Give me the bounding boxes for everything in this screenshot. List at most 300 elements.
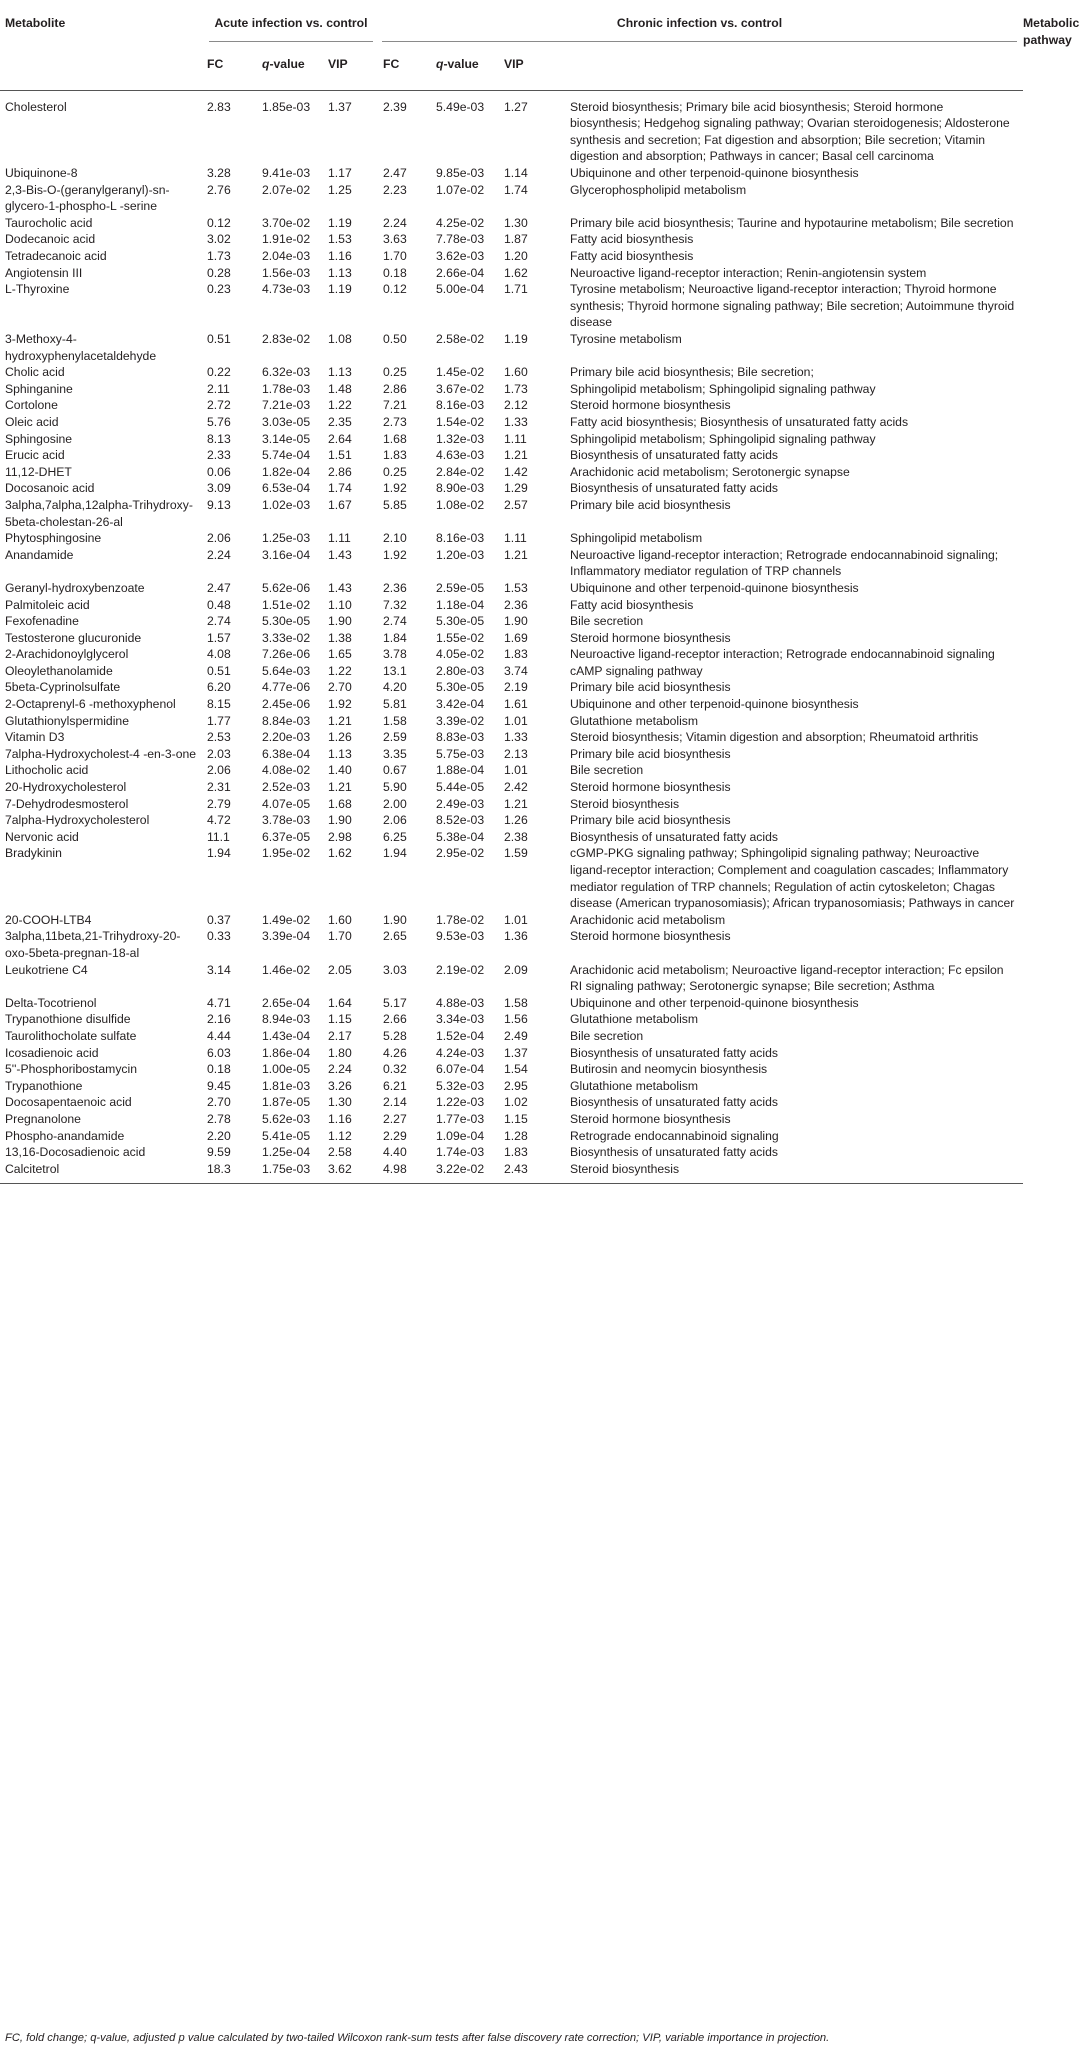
chronic-fc-cell: 2.14 bbox=[383, 1095, 407, 1110]
table-row bbox=[0, 265, 1023, 282]
chronic-vip-cell: 1.42 bbox=[504, 464, 528, 479]
metabolic-pathway-cell: Biosynthesis of unsaturated fatty acids bbox=[570, 1145, 778, 1160]
acute-fc-cell: 8.13 bbox=[207, 431, 231, 446]
metabolic-pathway-cell: Tyrosine metabolism; Neuroactive ligand-receptor interaction; Thyroid hormone synthesis; Thyroid hormone signaling pathway; Bile secretion; Autoimmune thyroid disease bbox=[570, 282, 1015, 330]
chronic-q-value-cell: 4.05e-02 bbox=[436, 647, 485, 662]
metabolic-pathway-cell: Arachidonic acid metabolism; Serotonergic synapse bbox=[570, 464, 850, 479]
header-chronic-q-letter: q bbox=[436, 57, 444, 72]
acute-q-value-cell: 1.82e-04 bbox=[262, 464, 311, 479]
acute-vip-cell: 1.51 bbox=[328, 448, 352, 463]
acute-vip-cell: 2.24 bbox=[328, 1062, 352, 1077]
acute-fc-cell: 0.33 bbox=[207, 929, 231, 944]
acute-vip-cell: 1.37 bbox=[328, 99, 352, 114]
chronic-fc-cell: 7.21 bbox=[383, 398, 407, 413]
metabolic-pathway-cell: Primary bile acid biosynthesis; Bile secretion; bbox=[570, 365, 814, 380]
chronic-vip-cell: 1.71 bbox=[504, 282, 528, 297]
metabolic-pathway-cell: Primary bile acid biosynthesis; Taurine and hypotaurine metabolism; Bile secretion bbox=[570, 215, 1014, 230]
table-row bbox=[0, 231, 1023, 248]
acute-q-value-cell: 1.86e-04 bbox=[262, 1045, 311, 1060]
acute-fc-cell: 0.51 bbox=[207, 332, 231, 346]
acute-fc-cell: 0.22 bbox=[207, 365, 231, 380]
table-row bbox=[0, 912, 1023, 929]
header-chronic-fc: FC bbox=[379, 48, 432, 90]
metabolite-name-cell: 2,3-Bis-O-(geranylgeranyl)-sn-glycero-1-phospho-L -serine bbox=[5, 182, 170, 214]
metabolic-pathway-cell: Glycerophospholipid metabolism bbox=[570, 182, 747, 197]
acute-q-value-cell: 1.91e-02 bbox=[262, 232, 311, 247]
metabolic-pathway-cell: Biosynthesis of unsaturated fatty acids bbox=[570, 481, 778, 496]
table-row bbox=[0, 431, 1023, 448]
chronic-vip-cell: 1.33 bbox=[504, 414, 528, 429]
acute-vip-cell: 2.05 bbox=[328, 962, 352, 977]
chronic-q-value-cell: 1.18e-04 bbox=[436, 597, 485, 612]
acute-vip-cell: 1.25 bbox=[328, 182, 352, 197]
chronic-fc-cell: 0.12 bbox=[383, 282, 407, 297]
chronic-q-value-cell: 1.55e-02 bbox=[436, 630, 485, 645]
metabolic-pathway-cell: Primary bile acid biosynthesis bbox=[570, 813, 731, 828]
metabolite-name-cell: 13,16-Docosadienoic acid bbox=[5, 1145, 146, 1160]
metabolite-name-cell: Taurolithocholate sulfate bbox=[5, 1028, 137, 1043]
acute-fc-cell: 2.83 bbox=[207, 99, 231, 114]
chronic-vip-cell: 1.01 bbox=[504, 912, 528, 927]
acute-q-value-cell: 1.78e-03 bbox=[262, 381, 311, 396]
metabolite-name-cell: Cholesterol bbox=[5, 99, 67, 114]
acute-vip-cell: 1.53 bbox=[328, 232, 352, 247]
acute-vip-cell: 1.26 bbox=[328, 730, 352, 745]
acute-vip-cell: 1.30 bbox=[328, 1095, 352, 1110]
acute-q-value-cell: 2.07e-02 bbox=[262, 182, 311, 197]
chronic-vip-cell: 1.33 bbox=[504, 730, 528, 745]
acute-q-value-cell: 8.84e-03 bbox=[262, 713, 311, 728]
chronic-vip-cell: 1.54 bbox=[504, 1062, 528, 1077]
acute-fc-cell: 9.45 bbox=[207, 1078, 231, 1093]
acute-q-value-cell: 1.87e-05 bbox=[262, 1095, 311, 1110]
acute-fc-cell: 9.13 bbox=[207, 497, 231, 512]
chronic-fc-cell: 4.26 bbox=[383, 1045, 407, 1060]
metabolic-pathway-cell: Arachidonic acid metabolism; Neuroactive ligand-receptor interaction; Fc epsilon RI signaling pathway; Serotonergic synapse; Bile secretion; Asthma bbox=[570, 962, 1004, 994]
acute-q-value-cell: 3.39e-04 bbox=[262, 929, 311, 944]
metabolic-pathway-cell: Glutathione metabolism bbox=[570, 1078, 699, 1093]
acute-vip-cell: 1.43 bbox=[328, 547, 352, 562]
metabolite-name-cell: Trypanothione bbox=[5, 1078, 83, 1093]
metabolic-pathway-cell: Ubiquinone and other terpenoid-quinone biosynthesis bbox=[570, 697, 859, 712]
chronic-vip-cell: 1.61 bbox=[504, 697, 528, 712]
acute-fc-cell: 3.02 bbox=[207, 232, 231, 247]
acute-fc-cell: 18.3 bbox=[203, 1161, 258, 1184]
metabolic-pathway-cell: Bile secretion bbox=[570, 614, 644, 629]
acute-q-value-cell: 7.26e-06 bbox=[262, 647, 311, 662]
table-row bbox=[0, 1045, 1023, 1062]
acute-fc-cell: 2.74 bbox=[207, 614, 231, 629]
acute-fc-cell: 2.31 bbox=[207, 780, 231, 795]
metabolite-name-cell: 2-Octaprenyl-6 -methoxyphenol bbox=[5, 697, 176, 712]
acute-vip-cell: 1.68 bbox=[328, 796, 352, 811]
chronic-vip-cell: 2.57 bbox=[504, 497, 528, 512]
metabolite-name-cell: Vitamin D3 bbox=[5, 730, 65, 745]
metabolic-pathway-cell: Neuroactive ligand-receptor interaction; Retrograde endocannabinoid signaling; Inflammatory mediator regulation of TRP channels bbox=[570, 547, 999, 579]
metabolic-pathway-cell: Tyrosine metabolism bbox=[570, 332, 682, 346]
chronic-vip-cell: 2.49 bbox=[504, 1028, 528, 1043]
metabolic-pathway-cell: Biosynthesis of unsaturated fatty acids bbox=[570, 829, 778, 844]
chronic-q-value-cell: 7.78e-03 bbox=[436, 232, 485, 247]
metabolite-name-cell: Lithocholic acid bbox=[5, 763, 89, 778]
acute-q-value-cell: 1.81e-03 bbox=[262, 1078, 311, 1093]
metabolic-pathway-cell: Sphingolipid metabolism bbox=[570, 531, 703, 546]
chronic-q-value-cell: 2.95e-02 bbox=[436, 846, 485, 861]
chronic-vip-cell: 1.30 bbox=[504, 215, 528, 230]
metabolite-name-cell: Testosterone glucuronide bbox=[5, 630, 142, 645]
chronic-vip-cell: 1.37 bbox=[504, 1045, 528, 1060]
acute-fc-cell: 0.51 bbox=[207, 663, 231, 678]
table-row bbox=[0, 480, 1023, 497]
chronic-q-value-cell: 1.32e-03 bbox=[436, 431, 485, 446]
acute-vip-cell: 1.13 bbox=[328, 265, 352, 280]
metabolite-name-cell: 2-Arachidonoylglycerol bbox=[5, 647, 129, 662]
metabolic-pathway-cell: Ubiquinone and other terpenoid-quinone biosynthesis bbox=[570, 995, 859, 1010]
header-acute-fc: FC bbox=[203, 48, 258, 90]
metabolic-pathway-cell: cAMP signaling pathway bbox=[570, 663, 703, 678]
header-row-groups: Metabolite Acute infection vs. control Chronic infection vs. control Metabolic pathway bbox=[0, 0, 1023, 48]
chronic-fc-cell: 1.90 bbox=[383, 912, 407, 927]
chronic-q-value-cell: 3.34e-03 bbox=[436, 1012, 485, 1027]
acute-q-value-cell: 1.25e-03 bbox=[262, 531, 311, 546]
chronic-vip-cell: 3.74 bbox=[504, 663, 528, 678]
acute-fc-cell: 3.14 bbox=[207, 962, 231, 977]
chronic-fc-cell: 6.25 bbox=[383, 829, 407, 844]
acute-fc-cell: 2.24 bbox=[207, 547, 231, 562]
acute-fc-cell: 1.94 bbox=[207, 846, 231, 861]
chronic-fc-cell: 3.78 bbox=[383, 647, 407, 662]
table-row bbox=[0, 713, 1023, 730]
chronic-q-value-cell: 5.49e-03 bbox=[436, 99, 485, 114]
acute-vip-cell: 1.80 bbox=[328, 1045, 352, 1060]
acute-vip-cell: 2.70 bbox=[328, 680, 352, 695]
metabolic-pathway-cell: Glutathione metabolism bbox=[570, 713, 699, 728]
chronic-fc-cell: 2.74 bbox=[383, 614, 407, 629]
table-row bbox=[0, 597, 1023, 614]
chronic-vip-cell: 1.19 bbox=[504, 332, 528, 346]
acute-q-value-cell: 3.33e-02 bbox=[262, 630, 311, 645]
acute-vip-cell: 2.58 bbox=[328, 1145, 352, 1160]
acute-q-value-cell: 4.07e-05 bbox=[262, 796, 311, 811]
acute-q-value-cell: 3.14e-05 bbox=[262, 431, 311, 446]
table-row bbox=[0, 613, 1023, 630]
metabolic-pathway-cell: Steroid biosynthesis; Vitamin digestion and absorption; Rheumatoid arthritis bbox=[570, 730, 979, 745]
chronic-vip-cell: 2.38 bbox=[504, 829, 528, 844]
acute-q-value-cell: 4.77e-06 bbox=[262, 680, 311, 695]
metabolite-name-cell: Docosapentaenoic acid bbox=[5, 1095, 132, 1110]
chronic-vip-cell: 1.69 bbox=[504, 630, 528, 645]
acute-q-value-cell: 1.43e-04 bbox=[262, 1028, 311, 1043]
acute-q-value-cell: 1.02e-03 bbox=[262, 497, 311, 512]
table-row bbox=[0, 796, 1023, 813]
table-row bbox=[0, 962, 1023, 995]
acute-fc-cell: 2.06 bbox=[207, 763, 231, 778]
chronic-vip-cell: 2.42 bbox=[504, 780, 528, 795]
acute-fc-cell: 2.11 bbox=[207, 381, 230, 396]
chronic-q-value-cell: 3.42e-04 bbox=[436, 697, 485, 712]
acute-vip-cell: 1.43 bbox=[328, 580, 352, 595]
table-footnote: FC, fold change; q-value, adjusted p value calculated by two-tailed Wilcoxon rank-sum tests after false discovery rate correction; VIP, variable importance in projection. bbox=[5, 2032, 830, 2044]
metabolic-pathway-cell: Retrograde endocannabinoid signaling bbox=[570, 1128, 779, 1143]
table-row bbox=[0, 580, 1023, 597]
chronic-fc-cell: 2.66 bbox=[383, 1012, 407, 1027]
chronic-q-value-cell: 5.44e-05 bbox=[436, 780, 485, 795]
chronic-fc-cell: 2.47 bbox=[383, 166, 407, 181]
chronic-fc-cell: 3.03 bbox=[383, 962, 407, 977]
acute-q-value-cell: 1.46e-02 bbox=[262, 962, 311, 977]
acute-fc-cell: 8.15 bbox=[207, 697, 231, 712]
acute-fc-cell: 0.12 bbox=[207, 215, 231, 230]
chronic-q-value-cell: 5.32e-03 bbox=[436, 1078, 485, 1093]
chronic-fc-cell: 4.40 bbox=[383, 1145, 407, 1160]
acute-q-value-cell: 6.38e-04 bbox=[262, 746, 311, 761]
metabolic-pathway-cell: Neuroactive ligand-receptor interaction; Retrograde endocannabinoid signaling bbox=[570, 647, 995, 662]
acute-q-value-cell: 2.04e-03 bbox=[262, 249, 311, 264]
chronic-q-value-cell: 4.24e-03 bbox=[436, 1045, 485, 1060]
header-metabolite: Metabolite bbox=[5, 16, 66, 30]
chronic-q-value-cell: 6.07e-04 bbox=[436, 1062, 485, 1077]
chronic-vip-cell: 1.26 bbox=[504, 813, 528, 828]
acute-vip-cell: 1.65 bbox=[328, 647, 352, 662]
acute-vip-cell: 3.26 bbox=[328, 1078, 352, 1093]
chronic-vip-cell: 1.74 bbox=[504, 182, 528, 197]
metabolite-name-cell: Delta-Tocotrienol bbox=[5, 995, 97, 1010]
table-row bbox=[0, 165, 1023, 182]
header-chronic-label: Chronic infection vs. control bbox=[382, 15, 1017, 42]
chronic-fc-cell: 1.58 bbox=[383, 713, 407, 728]
chronic-fc-cell: 2.24 bbox=[383, 215, 407, 230]
metabolite-name-cell: Erucic acid bbox=[5, 448, 65, 463]
acute-fc-cell: 3.09 bbox=[207, 481, 231, 496]
acute-fc-cell: 2.76 bbox=[207, 182, 231, 197]
chronic-vip-cell: 1.27 bbox=[504, 99, 528, 114]
metabolic-pathway-cell: Steroid biosynthesis bbox=[570, 796, 680, 811]
table-row bbox=[0, 1161, 1023, 1184]
metabolite-name-cell: Phytosphingosine bbox=[5, 531, 102, 546]
acute-fc-cell: 4.44 bbox=[207, 1028, 231, 1043]
acute-q-value-cell: 5.62e-03 bbox=[262, 1111, 311, 1126]
acute-fc-cell: 1.57 bbox=[207, 630, 231, 645]
metabolic-pathway-cell: Fatty acid biosynthesis bbox=[570, 249, 694, 264]
chronic-q-value-cell: 3.22e-02 bbox=[432, 1161, 500, 1184]
metabolite-name-cell: 3alpha,11beta,21-Trihydroxy-20-oxo-5beta-pregnan-18-al bbox=[5, 929, 181, 960]
metabolite-name-cell: Geranyl-hydroxybenzoate bbox=[5, 580, 145, 595]
acute-fc-cell: 4.71 bbox=[207, 995, 231, 1010]
chronic-vip-cell: 1.62 bbox=[504, 265, 528, 280]
chronic-q-value-cell: 3.62e-03 bbox=[436, 249, 485, 264]
metabolite-name-cell: Oleic acid bbox=[5, 414, 59, 429]
acute-q-value-cell: 1.56e-03 bbox=[262, 265, 311, 280]
acute-fc-cell: 0.23 bbox=[207, 282, 231, 297]
acute-vip-cell: 1.62 bbox=[328, 846, 352, 861]
table-row bbox=[0, 447, 1023, 464]
acute-vip-cell: 1.08 bbox=[328, 332, 352, 346]
metabolite-name-cell: Phospho-anandamide bbox=[5, 1128, 125, 1143]
metabolite-name-cell: Pregnanolone bbox=[5, 1111, 81, 1126]
acute-vip-cell: 2.64 bbox=[328, 431, 352, 446]
table-row bbox=[0, 679, 1023, 696]
metabolic-pathway-cell: Steroid hormone biosynthesis bbox=[570, 1111, 731, 1126]
chronic-q-value-cell: 4.25e-02 bbox=[436, 215, 485, 230]
chronic-fc-cell: 0.25 bbox=[383, 365, 407, 380]
table-row bbox=[0, 1028, 1023, 1045]
acute-fc-cell: 0.06 bbox=[207, 464, 231, 479]
metabolic-pathway-cell: Glutathione metabolism bbox=[570, 1012, 699, 1027]
metabolite-name-cell: Leukotriene C4 bbox=[5, 962, 88, 977]
chronic-vip-cell: 1.56 bbox=[504, 1012, 528, 1027]
table-row bbox=[0, 464, 1023, 481]
header-row-stats bbox=[0, 48, 1023, 90]
acute-q-value-cell: 1.25e-04 bbox=[262, 1145, 311, 1160]
chronic-vip-cell: 2.12 bbox=[504, 398, 528, 413]
chronic-q-value-cell: 8.16e-03 bbox=[436, 531, 485, 546]
metabolic-pathway-cell: Steroid biosynthesis; Primary bile acid biosynthesis; Steroid hormone biosynthesis; Hedgehog signaling pathway; Ovarian steroidogenesis; Aldosterone synthesis and secretion; Fat digestion and absorption; Bile secretion; Vitamin digestion and absorption; Pathways in cancer; Basal cell carcinoma bbox=[570, 99, 1010, 164]
acute-vip-cell: 2.98 bbox=[328, 829, 352, 844]
header-chronic-q bbox=[432, 48, 500, 90]
chronic-q-value-cell: 1.22e-03 bbox=[436, 1095, 485, 1110]
chronic-vip-cell: 2.19 bbox=[504, 680, 528, 695]
header-chronic-group bbox=[432, 0, 1023, 48]
metabolic-pathway-cell: Biosynthesis of unsaturated fatty acids bbox=[570, 1095, 778, 1110]
metabolite-name-cell: Trypanothione disulfide bbox=[5, 1012, 131, 1027]
metabolite-name-cell: Oleoylethanolamide bbox=[5, 663, 113, 678]
chronic-q-value-cell: 8.16e-03 bbox=[436, 398, 485, 413]
chronic-fc-cell: 2.86 bbox=[383, 381, 407, 396]
chronic-q-value-cell: 2.84e-02 bbox=[436, 464, 485, 479]
table-row bbox=[0, 414, 1023, 431]
metabolic-pathway-cell: cGMP-PKG signaling pathway; Sphingolipid signaling pathway; Neuroactive ligand-receptor interaction; Complement and coagulation cascades; Inflammatory mediator regulation of TRP channels; Regulation of actin cytoskeleton; Chagas disease (American trypanosomiasis); African trypanosomiasis; Pathways in cancer bbox=[570, 846, 1015, 911]
table-row bbox=[0, 364, 1023, 381]
chronic-fc-cell: 2.10 bbox=[383, 531, 407, 546]
chronic-vip-cell: 1.20 bbox=[504, 249, 528, 264]
table-row bbox=[0, 497, 1023, 530]
metabolite-name-cell: Nervonic acid bbox=[5, 829, 79, 844]
metabolic-pathway-cell: Steroid hormone biosynthesis bbox=[570, 630, 731, 645]
chronic-q-value-cell: 4.63e-03 bbox=[436, 448, 485, 463]
chronic-fc-cell: 1.92 bbox=[383, 547, 407, 562]
chronic-fc-cell: 2.36 bbox=[383, 580, 407, 595]
acute-q-value-cell: 2.45e-06 bbox=[262, 697, 311, 712]
metabolic-pathway-cell: Bile secretion bbox=[570, 1028, 644, 1043]
metabolite-name-cell: Anandamide bbox=[5, 547, 74, 562]
chronic-q-value-cell: 1.74e-03 bbox=[436, 1145, 485, 1160]
chronic-fc-cell: 4.98 bbox=[379, 1161, 432, 1184]
table-body bbox=[0, 90, 1023, 1184]
acute-vip-cell: 1.15 bbox=[328, 1012, 352, 1027]
acute-fc-cell: 11.1 bbox=[207, 829, 230, 844]
table-row bbox=[0, 1094, 1023, 1111]
metabolite-name-cell: Ubiquinone-8 bbox=[5, 166, 78, 181]
chronic-q-value-cell: 9.85e-03 bbox=[436, 166, 485, 181]
acute-fc-cell: 2.70 bbox=[207, 1095, 231, 1110]
acute-q-value-cell: 4.08e-02 bbox=[262, 763, 311, 778]
metabolic-pathway-cell: Primary bile acid biosynthesis bbox=[570, 746, 731, 761]
chronic-fc-cell: 5.81 bbox=[383, 697, 407, 712]
table-row bbox=[0, 995, 1023, 1012]
chronic-q-value-cell: 1.20e-03 bbox=[436, 547, 485, 562]
chronic-vip-cell: 1.53 bbox=[504, 580, 528, 595]
metabolite-name-cell: Fexofenadine bbox=[5, 614, 79, 629]
chronic-fc-cell: 1.70 bbox=[383, 249, 407, 264]
header-chronic-q-suffix: -value bbox=[443, 57, 479, 72]
chronic-vip-cell: 1.28 bbox=[504, 1128, 528, 1143]
metabolite-name-cell: Sphingosine bbox=[5, 431, 73, 446]
chronic-vip-cell: 1.01 bbox=[504, 763, 528, 778]
metabolic-pathway-cell: Fatty acid biosynthesis; Biosynthesis of unsaturated fatty acids bbox=[570, 414, 909, 429]
chronic-q-value-cell: 5.30e-05 bbox=[436, 680, 485, 695]
metabolic-pathway-cell: Primary bile acid biosynthesis bbox=[570, 680, 731, 695]
metabolic-pathway-cell: Sphingolipid metabolism; Sphingolipid signaling pathway bbox=[570, 381, 876, 396]
chronic-fc-cell: 0.50 bbox=[383, 332, 407, 346]
chronic-q-value-cell: 1.52e-04 bbox=[436, 1028, 485, 1043]
acute-fc-cell: 0.37 bbox=[207, 912, 231, 927]
acute-fc-cell: 1.77 bbox=[207, 713, 231, 728]
metabolite-name-cell: Sphinganine bbox=[5, 381, 73, 396]
chronic-fc-cell: 4.20 bbox=[383, 680, 407, 695]
metabolic-pathway-cell: Ubiquinone and other terpenoid-quinone biosynthesis bbox=[570, 166, 859, 181]
metabolite-name-cell: Tetradecanoic acid bbox=[5, 249, 107, 264]
chronic-vip-cell: 1.21 bbox=[504, 796, 528, 811]
chronic-q-value-cell: 1.78e-02 bbox=[436, 912, 485, 927]
metabolite-name-cell: Glutathionylspermidine bbox=[5, 713, 129, 728]
acute-vip-cell: 1.13 bbox=[328, 746, 352, 761]
chronic-fc-cell: 1.84 bbox=[383, 630, 407, 645]
acute-vip-cell: 1.92 bbox=[328, 697, 352, 712]
header-acute-q-letter: q bbox=[262, 57, 270, 72]
chronic-vip-cell: 1.58 bbox=[504, 995, 528, 1010]
chronic-fc-cell: 5.90 bbox=[383, 780, 407, 795]
metabolite-name-cell: 7alpha-Hydroxycholesterol bbox=[5, 813, 150, 828]
chronic-vip-cell: 1.15 bbox=[504, 1111, 528, 1126]
table-row bbox=[0, 762, 1023, 779]
acute-fc-cell: 2.79 bbox=[207, 796, 231, 811]
chronic-q-value-cell: 9.53e-03 bbox=[436, 929, 485, 944]
metabolite-name-cell: 20-Hydroxycholesterol bbox=[5, 780, 127, 795]
acute-q-value-cell: 6.53e-04 bbox=[262, 481, 311, 496]
chronic-q-value-cell: 1.09e-04 bbox=[436, 1128, 485, 1143]
chronic-q-value-cell: 2.49e-03 bbox=[436, 796, 485, 811]
acute-q-value-cell: 5.74e-04 bbox=[262, 448, 311, 463]
acute-vip-cell: 1.90 bbox=[328, 813, 352, 828]
acute-q-value-cell: 3.03e-05 bbox=[262, 414, 311, 429]
table-row bbox=[0, 646, 1023, 663]
chronic-q-value-cell: 1.45e-02 bbox=[436, 365, 485, 380]
acute-q-value-cell: 5.62e-06 bbox=[262, 580, 311, 595]
table-row bbox=[0, 845, 1023, 911]
chronic-fc-cell: 0.18 bbox=[383, 265, 407, 280]
chronic-fc-cell: 2.73 bbox=[383, 414, 407, 429]
table-row bbox=[0, 530, 1023, 547]
acute-q-value-cell: 2.65e-04 bbox=[262, 995, 311, 1010]
acute-vip-cell: 1.48 bbox=[328, 381, 352, 396]
acute-fc-cell: 4.08 bbox=[207, 647, 231, 662]
acute-vip-cell: 1.21 bbox=[328, 780, 352, 795]
header-acute-vip: VIP bbox=[324, 48, 379, 90]
chronic-vip-cell: 2.13 bbox=[504, 746, 528, 761]
chronic-q-value-cell: 5.30e-05 bbox=[436, 614, 485, 629]
chronic-q-value-cell: 8.52e-03 bbox=[436, 813, 485, 828]
acute-vip-cell: 1.12 bbox=[328, 1128, 352, 1143]
acute-q-value-cell: 1.51e-02 bbox=[262, 597, 311, 612]
chronic-vip-cell: 1.14 bbox=[504, 166, 528, 181]
chronic-fc-cell: 3.63 bbox=[383, 232, 407, 247]
chronic-vip-cell: 2.95 bbox=[504, 1078, 528, 1093]
table-row bbox=[0, 1061, 1023, 1078]
acute-q-value-cell: 5.41e-05 bbox=[262, 1128, 311, 1143]
metabolite-name-cell: Calcitetrol bbox=[0, 1161, 203, 1184]
chronic-fc-cell: 2.39 bbox=[383, 99, 407, 114]
acute-vip-cell: 3.62 bbox=[324, 1161, 379, 1184]
